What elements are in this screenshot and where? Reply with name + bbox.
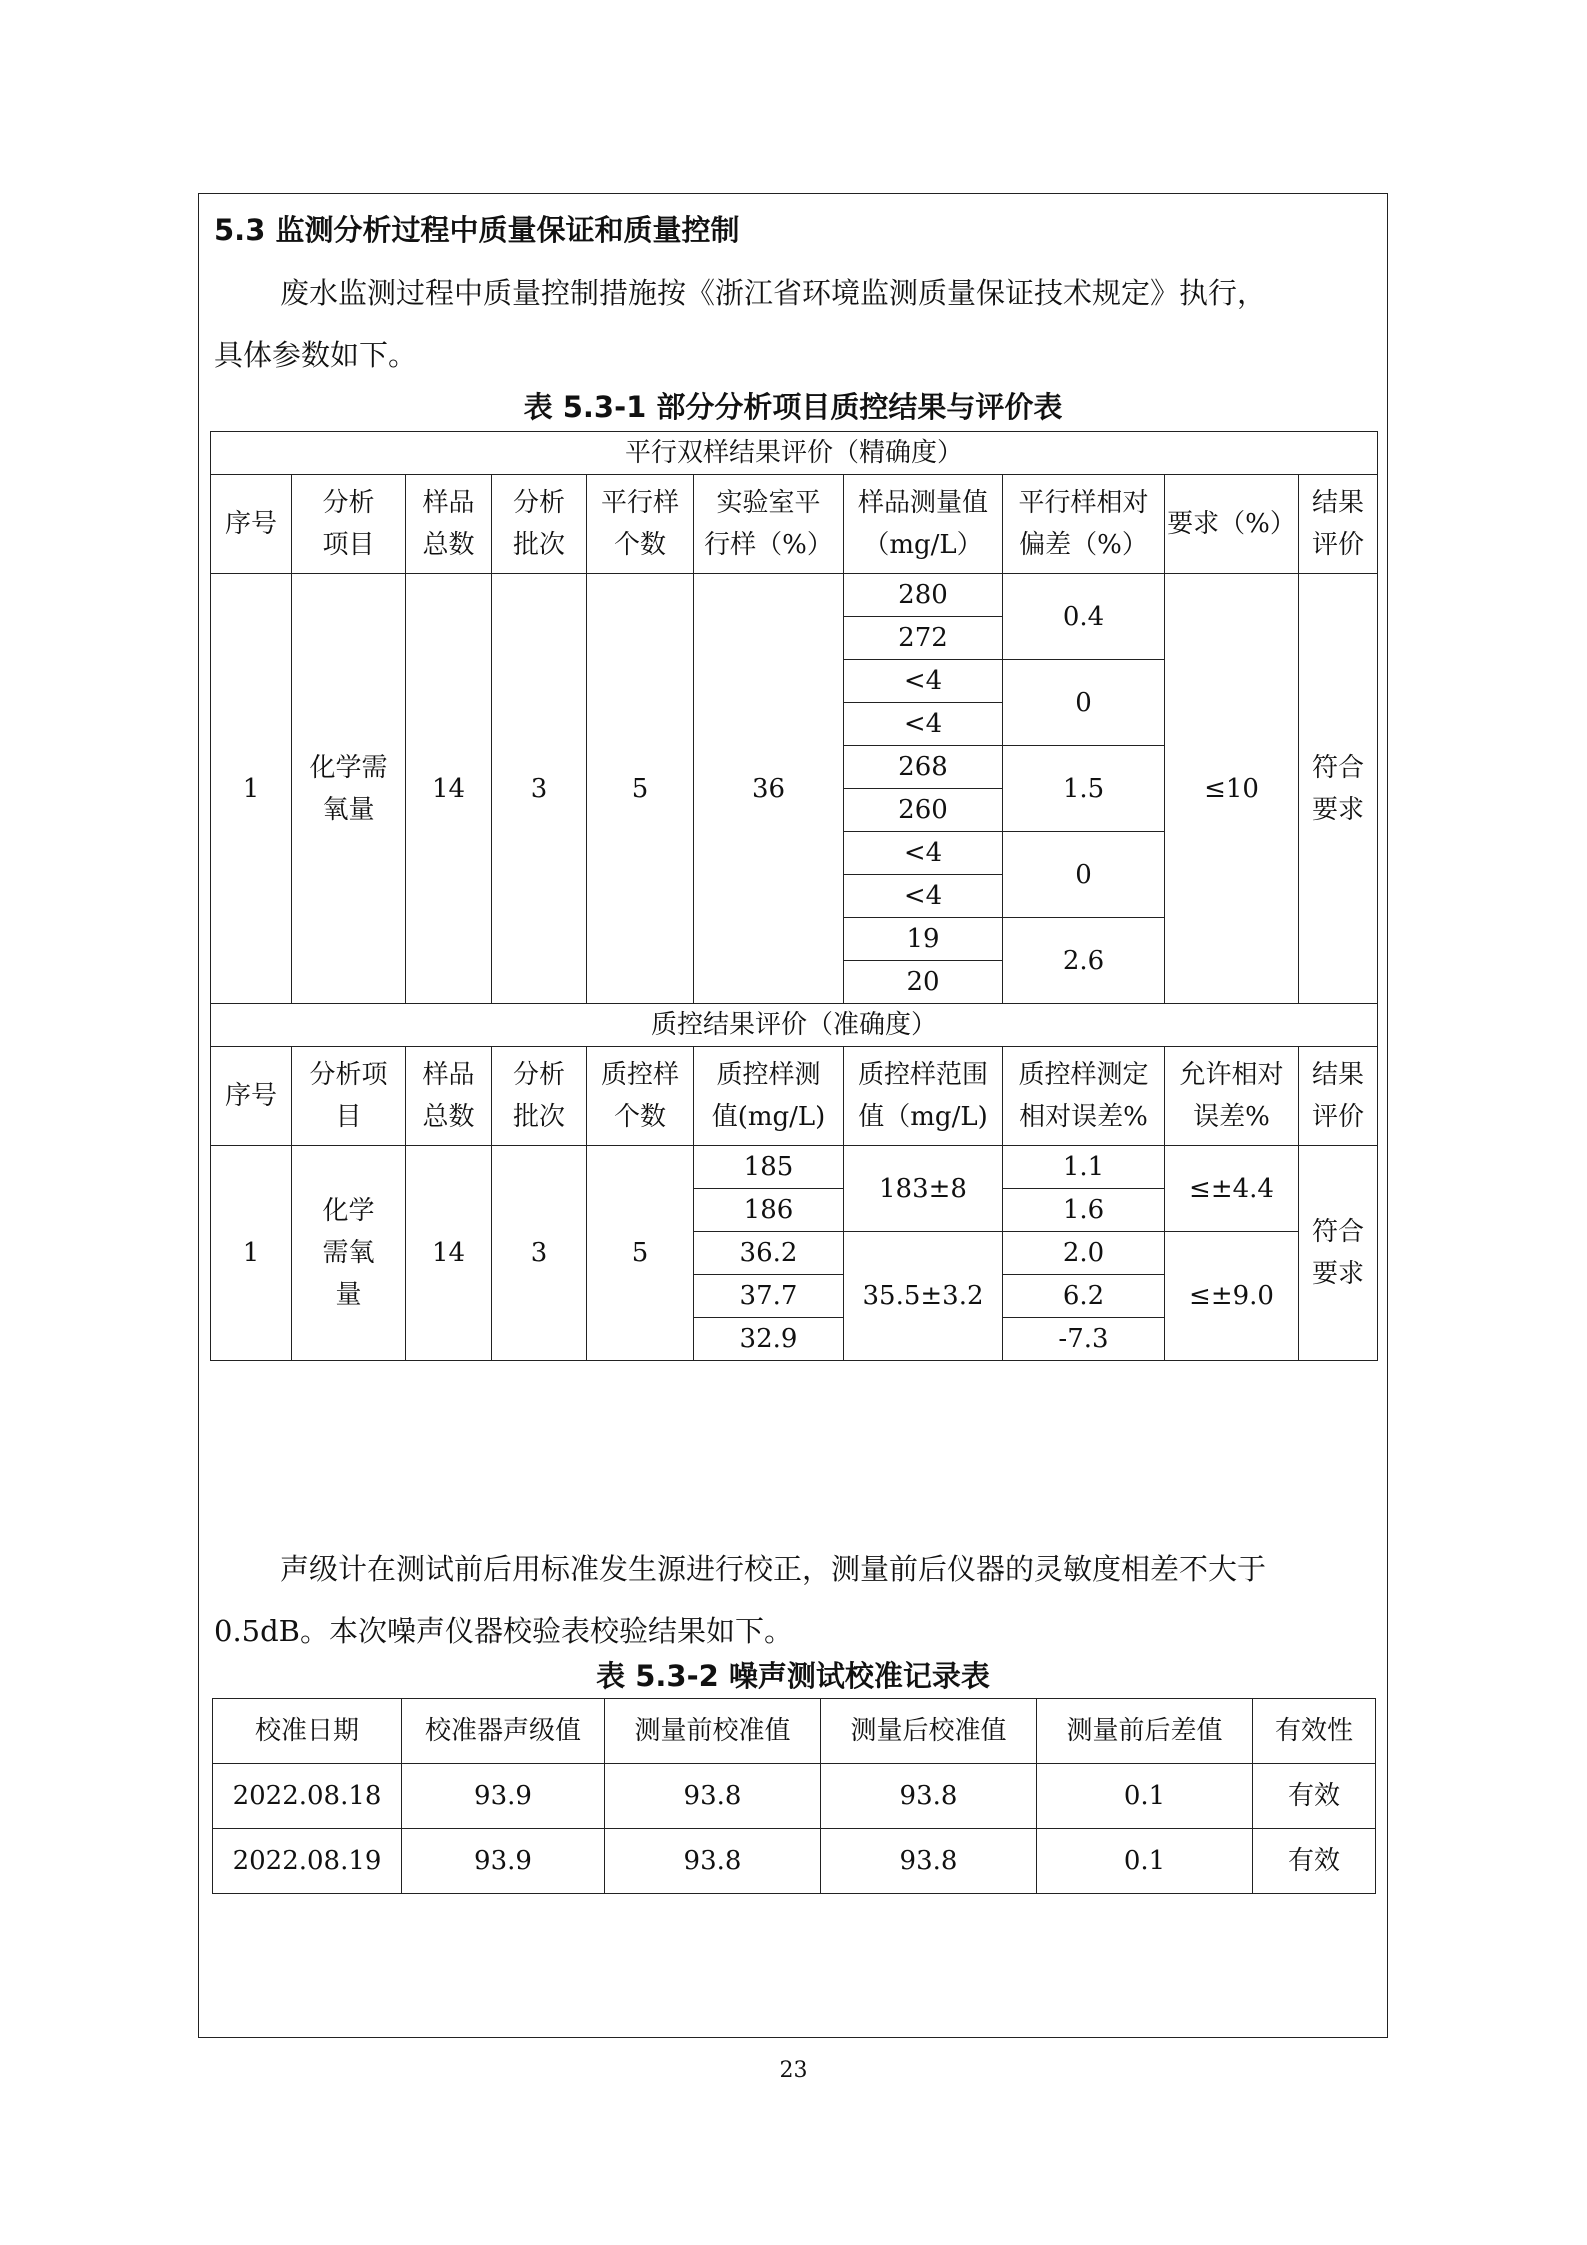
intro-line-1: 废水监测过程中质量控制措施按《浙江省环境监测质量保证技术规定》执行， <box>280 276 1267 310</box>
qc-relative-error: 1.6 <box>1003 1189 1165 1232</box>
column-header-line: 批次 <box>512 530 565 560</box>
measurement-value: 268 <box>844 746 1003 789</box>
column-header-line: 结果 <box>1312 1060 1365 1090</box>
column-header <box>587 1047 694 1146</box>
column-header-line: 样品 <box>422 1060 475 1090</box>
noise-line-2: 0.5dB。本次噪声仪器校验表校验结果如下。 <box>214 1614 793 1648</box>
column-header-line: 评价 <box>1312 1102 1365 1132</box>
page-number: 23 <box>779 2058 808 2083</box>
column-header-line: 允许相对 <box>1179 1060 1284 1090</box>
column-header-line: 行样（%） <box>704 530 833 560</box>
measurement-value: <4 <box>844 660 1003 703</box>
noise-calibration-table <box>212 1698 1376 1894</box>
analysis-batch: 3 <box>492 574 587 1004</box>
column-header-line: 分析 <box>322 488 375 518</box>
column-header: 校准器声级值 <box>402 1699 605 1764</box>
table-row <box>211 1004 1378 1047</box>
intro-paragraph <box>214 262 1374 386</box>
qc-relative-error: 2.0 <box>1003 1232 1165 1275</box>
table-row <box>211 1146 1378 1189</box>
column-header-line: 序号 <box>224 1081 277 1111</box>
column-header-line: 分析 <box>512 1060 565 1090</box>
table-cell: 0.1 <box>1037 1829 1253 1894</box>
precision-section-title: 平行双样结果评价（精确度） <box>211 432 1378 475</box>
column-header-line: 实验室平 <box>716 488 821 518</box>
column-header-line: 平行样相对 <box>1018 488 1149 518</box>
column-header <box>844 1047 1003 1146</box>
measurement-value: 272 <box>844 617 1003 660</box>
evaluation-result <box>1299 574 1378 1004</box>
column-header-line: 个数 <box>613 1102 666 1132</box>
qc-measured-value: 37.7 <box>694 1275 844 1318</box>
column-header <box>1165 475 1299 574</box>
qc-measured-value: 32.9 <box>694 1318 844 1361</box>
column-header-line: 评价 <box>1312 530 1365 560</box>
column-header-line: 总数 <box>422 530 475 560</box>
column-header-line: 个数 <box>613 530 666 560</box>
table-header-row <box>211 475 1378 574</box>
column-header <box>211 1047 292 1146</box>
row-number: 1 <box>211 1146 292 1361</box>
column-header-line: 序号 <box>224 509 277 539</box>
qc-relative-error: -7.3 <box>1003 1318 1165 1361</box>
measurement-value: 260 <box>844 789 1003 832</box>
column-header <box>694 1047 844 1146</box>
table-header-row <box>213 1699 1376 1764</box>
table-cell: 93.8 <box>821 1764 1037 1829</box>
column-header-line: 样品测量值 <box>857 488 988 518</box>
relative-deviation: 0.4 <box>1003 574 1165 660</box>
qc-measured-value: 185 <box>694 1146 844 1189</box>
sample-total: 14 <box>406 574 492 1004</box>
row-number: 1 <box>211 574 292 1004</box>
table-cell: 93.8 <box>821 1829 1037 1894</box>
quality-control-table <box>210 431 1378 1361</box>
table-cell: 93.9 <box>402 1764 605 1829</box>
table-cell: 有效 <box>1253 1829 1376 1894</box>
column-header: 测量前后差值 <box>1037 1699 1253 1764</box>
column-header-line: 目 <box>335 1102 362 1132</box>
column-header: 校准日期 <box>213 1699 402 1764</box>
column-header-line: 分析 <box>512 488 565 518</box>
relative-deviation: 1.5 <box>1003 746 1165 832</box>
column-header <box>844 475 1003 574</box>
table-row <box>211 432 1378 475</box>
analysis-item-line: 化学 <box>322 1196 375 1226</box>
qc-range-value: 35.5±3.2 <box>844 1232 1003 1361</box>
qc-measured-value: 36.2 <box>694 1232 844 1275</box>
evaluation-result-line: 要求 <box>1312 794 1365 825</box>
analysis-batch: 3 <box>492 1146 587 1361</box>
analysis-item-line: 量 <box>335 1280 362 1310</box>
table-cell: 0.1 <box>1037 1764 1253 1829</box>
noise-line-1: 声级计在测试前后用标准发生源进行校正，测量前后仪器的灵敏度相差不大于 <box>280 1552 1267 1586</box>
column-header-line: （mg/L） <box>863 530 983 560</box>
column-header: 有效性 <box>1253 1699 1376 1764</box>
relative-deviation: 0 <box>1003 660 1165 746</box>
column-header <box>492 1047 587 1146</box>
column-header-line: 样品 <box>422 488 475 518</box>
qc-count: 5 <box>587 1146 694 1361</box>
qc-measured-value: 186 <box>694 1189 844 1232</box>
noise-paragraph <box>214 1538 1374 1662</box>
analysis-item-line: 化学需 <box>309 752 388 783</box>
table-row <box>213 1829 1376 1894</box>
analysis-item <box>292 1146 406 1361</box>
evaluation-result-line: 符合 <box>1312 752 1365 783</box>
column-header <box>406 1047 492 1146</box>
table-cell: 2022.08.18 <box>213 1764 402 1829</box>
column-header <box>211 475 292 574</box>
column-header <box>1299 475 1378 574</box>
column-header <box>1003 475 1165 574</box>
table-row <box>213 1764 1376 1829</box>
column-header <box>1299 1047 1378 1146</box>
evaluation-result-line: 符合 <box>1312 1217 1365 1247</box>
column-header-line: 偏差（%） <box>1019 530 1148 560</box>
column-header-line: 相对误差% <box>1019 1102 1148 1132</box>
measurement-value: <4 <box>844 703 1003 746</box>
column-header <box>1003 1047 1165 1146</box>
column-header <box>292 475 406 574</box>
parallel-count: 5 <box>587 574 694 1004</box>
allowed-relative-error: ≤±9.0 <box>1165 1232 1299 1361</box>
intro-line-2: 具体参数如下。 <box>214 338 418 372</box>
requirement: ≤10 <box>1165 574 1299 1004</box>
table-row <box>211 574 1378 617</box>
column-header: 测量后校准值 <box>821 1699 1037 1764</box>
column-header-line: 平行样 <box>600 488 679 518</box>
table-cell: 93.8 <box>605 1764 821 1829</box>
column-header <box>694 475 844 574</box>
measurement-value: 280 <box>844 574 1003 617</box>
evaluation-result <box>1299 1146 1378 1361</box>
table-cell: 有效 <box>1253 1764 1376 1829</box>
qc-range-value: 183±8 <box>844 1146 1003 1232</box>
column-header <box>587 475 694 574</box>
column-header-line: 质控样 <box>600 1060 679 1090</box>
sample-total: 14 <box>406 1146 492 1361</box>
column-header-line: 值（mg/L) <box>858 1102 988 1132</box>
analysis-item <box>292 574 406 1004</box>
column-header <box>406 475 492 574</box>
column-header <box>292 1047 406 1146</box>
section-heading: 5.3 监测分析过程中质量保证和质量控制 <box>214 213 740 247</box>
column-header-line: 批次 <box>512 1102 565 1132</box>
column-header-line: 值(mg/L) <box>711 1102 826 1132</box>
column-header <box>492 475 587 574</box>
column-header-line: 结果 <box>1312 488 1365 518</box>
table-header-row <box>211 1047 1378 1146</box>
table1-caption: 表 5.3-1 部分分析项目质控结果与评价表 <box>523 390 1063 424</box>
column-header <box>1165 1047 1299 1146</box>
column-header-line: 总数 <box>422 1102 475 1132</box>
table-cell: 93.8 <box>605 1829 821 1894</box>
column-header-line: 误差% <box>1193 1102 1270 1132</box>
accuracy-section-title: 质控结果评价（准确度） <box>211 1004 1378 1047</box>
column-header-line: 分析项 <box>309 1060 388 1090</box>
relative-deviation: 0 <box>1003 832 1165 918</box>
column-header-line: 要求（%） <box>1167 509 1296 539</box>
measurement-value: <4 <box>844 875 1003 918</box>
column-header-line: 质控样测定 <box>1018 1060 1149 1090</box>
measurement-value: 20 <box>844 961 1003 1004</box>
measurement-value: 19 <box>844 918 1003 961</box>
relative-deviation: 2.6 <box>1003 918 1165 1004</box>
measurement-value: <4 <box>844 832 1003 875</box>
table-cell: 2022.08.19 <box>213 1829 402 1894</box>
analysis-item-line: 氧量 <box>322 794 375 825</box>
column-header-line: 质控样测 <box>716 1060 821 1090</box>
qc-relative-error: 6.2 <box>1003 1275 1165 1318</box>
lab-parallel-percent: 36 <box>694 574 844 1004</box>
table2-caption: 表 5.3-2 噪声测试校准记录表 <box>596 1659 990 1693</box>
evaluation-result-line: 要求 <box>1312 1259 1365 1289</box>
qc-relative-error: 1.1 <box>1003 1146 1165 1189</box>
column-header-line: 项目 <box>322 530 375 560</box>
analysis-item-line: 需氧 <box>322 1238 375 1268</box>
allowed-relative-error: ≤±4.4 <box>1165 1146 1299 1232</box>
column-header-line: 质控样范围 <box>857 1060 988 1090</box>
column-header: 测量前校准值 <box>605 1699 821 1764</box>
table-cell: 93.9 <box>402 1829 605 1894</box>
